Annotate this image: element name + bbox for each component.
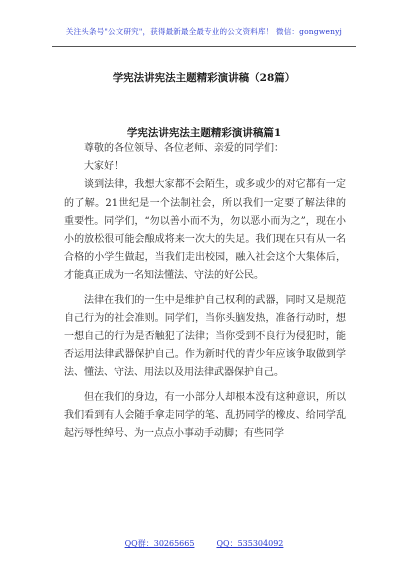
document-title: 学宪法讲宪法主题精彩演讲稿（28篇）	[112, 72, 296, 84]
paragraph-body: 但在我们的身边，有一小部分人却根本没有这种意识，所以我们看到有人会随手拿走同学的笔、乱扔同学的橡皮、给同学乱起污辱性绰号、为一点点小事动手动脚；有些同学	[64, 391, 346, 440]
document-body	[64, 140, 346, 443]
qq-group-link[interactable]: QQ群：30265665	[124, 539, 195, 548]
qq-contact-link[interactable]: QQ：535304092	[216, 539, 284, 548]
header-divider	[52, 46, 356, 47]
section-title: 学宪法讲宪法主题精彩演讲稿篇1	[126, 127, 282, 139]
header-banner: 关注头条号"公文研究"，获得最新最全最专业的公文资料库！ 微信：gongwenyj	[65, 27, 343, 36]
paragraph-salutation: 尊敬的各位领导、各位老师、亲爱的同学们：	[84, 143, 284, 154]
paragraph-greeting: 大家好！	[84, 161, 124, 173]
paragraph-body: 谈到法律，我想大家都不会陌生，或多或少的对它都有一定的了解。21世纪是一个法制社会，所以我们一定要了解法律的重要性。同学们，“勿以善小而不为，勿以恶小而为之”，现在小小的放松很可能会酿成将来一次大的失足。我们现在只有从一名合格的小学生做起，当我们走出校园，融入社会这个大集体后，才能真正成为一名知法懂法、守法的好公民。	[64, 179, 346, 282]
paragraph-body: 法律在我们的一生中是维护自己权利的武器，同时又是规范自己行为的社会准则。同学们，当你头脑发热，准备行动时，想一想自己的行为是否触犯了法律；当你受到不良行为侵犯时，能否运用法律武器保护自己。作为新时代的青少年应该争取做到学法、懂法、守法、用法以及用法律武器保护自己。	[64, 294, 346, 379]
footer-contact	[0, 538, 408, 549]
